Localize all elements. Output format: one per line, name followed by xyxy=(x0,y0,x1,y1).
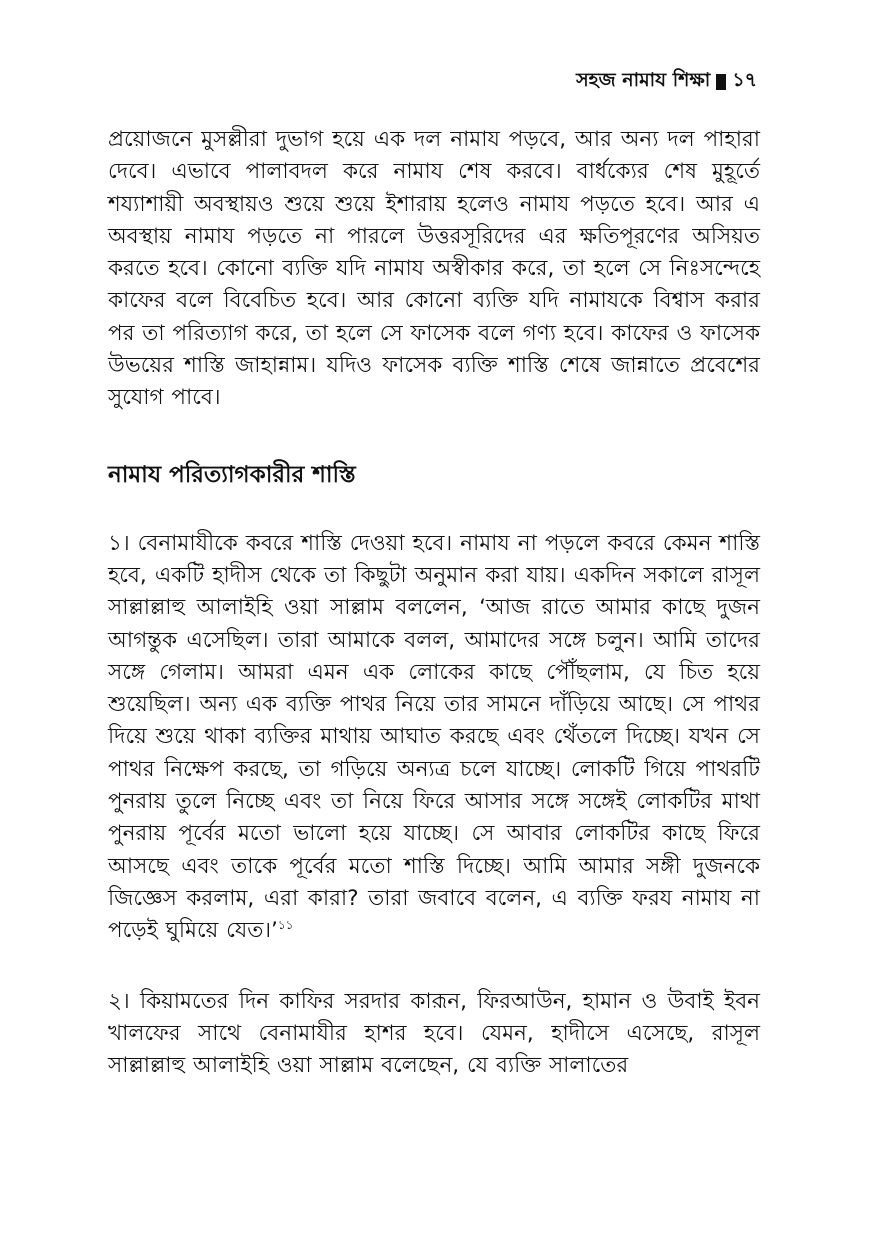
spacer xyxy=(108,491,760,528)
spacer xyxy=(108,415,760,459)
point-1-text: ১। বেনামাযীকে কবরে শাস্তি দেওয়া হবে। নামায না পড়লে কবরে কেমন শাস্তি হবে, একটি হাদীস থেকে তা কিছুটা অনুমান করা যায়। একদিন সকালে রাসূল সাল্লাল্লাহু আলাইহি ওয়া সাল্লাম বললেন, ‘আজ রাতে আমার কাছে দুজন আগন্তুক এসেছিল। তারা আমাকে বলল, আমাদের সঙ্গে চলুন। আমি তাদের সঙ্গে গেলাম। আমরা এমন এক লোকের কাছে পৌঁছলাম, যে চিত হয়ে শুয়েছিল। অন্য এক ব্যক্তি পাথর নিয়ে তার সামনে দাঁড়িয়ে আছে। সে পাথর দিয়ে শুয়ে থাকা ব্যক্তির মাথায় আঘাত করছে এবং থেঁতলে দিচ্ছে। যখন সে পাথর নিক্ষেপ করছে, তা গড়িয়ে অন্যত্র চলে যাচ্ছে। লোকটি গিয়ে পাথরটি পুনরায় তুলে নিচ্ছে এবং তা নিয়ে ফিরে আসার সঙ্গে সঙ্গেই লোকটির মাথা পুনরায় পূর্বের মতো ভালো হয়ে যাচ্ছে। সে আবার লোকটির কাছে ফিরে আসছে এবং তাকে পূর্বের মতো শাস্তি দিচ্ছে। আমি আমার সঙ্গী দুজনকে জিজ্ঞেস করলাম, এরা কারা? তারা জবাবে বলেন, এ ব্যক্তি ফরয নামায না পড়েই ঘুমিয়ে যেত।’ xyxy=(108,530,760,944)
square-separator-icon xyxy=(716,74,726,90)
point-1-paragraph xyxy=(108,528,760,948)
running-title: সহজ নামায শিক্ষা xyxy=(576,69,711,91)
section-heading: নামায পরিত্যাগকারীর শাস্তি xyxy=(108,461,356,488)
page-number: ১৭ xyxy=(732,69,757,91)
intro-paragraph: প্রয়োজনে মুসল্লীরা দুভাগ হয়ে এক দল নামায পড়বে, আর অন্য দল পাহারা দেবে। এভাবে পালাবদল করে নামায শেষ করবে। বার্ধক্যের শেষ মুহূর্তে শয্যাশায়ী অবস্থায়ও শুয়ে শুয়ে ইশারায় হলেও নামায পড়তে হবে। আর এ অবস্থায় নামায পড়তে না পারলে উত্তরসূরিদের এর ক্ষতিপূরণের অসিয়ত করতে হবে। কোনো ব্যক্তি যদি নামায অস্বীকার করে, তা হলে সে নিঃসন্দেহে কাফের বলে বিবেচিত হবে। আর কোনো ব্যক্তি যদি নামাযকে বিশ্বাস করার পর তা পরিত্যাগ করে, তা হলে সে ফাসেক বলে গণ্য হবে। কাফের ও ফাসেক উভয়ের শাস্তি জাহান্নাম। যদিও ফাসেক ব্যক্তি শাস্তি শেষে জান্নাতে প্রবেশের সুযোগ পাবে। xyxy=(108,127,760,411)
footnote-marker: ১১ xyxy=(277,918,294,933)
spacer xyxy=(108,948,760,986)
page-body xyxy=(108,124,760,1082)
point-2-paragraph: ২। কিয়ামতের দিন কাফির সরদার কারূন, ফিরআউন, হামান ও উবাই ইবন খালফের সাথে বেনামাযীর হাশর হবে। যেমন, হাদীসে এসেছে, রাসূল সাল্লাল্লাহু আলাইহি ওয়া সাল্লাম বলেছেন, যে ব্যক্তি সালাতের xyxy=(108,988,760,1079)
running-header xyxy=(576,66,757,98)
